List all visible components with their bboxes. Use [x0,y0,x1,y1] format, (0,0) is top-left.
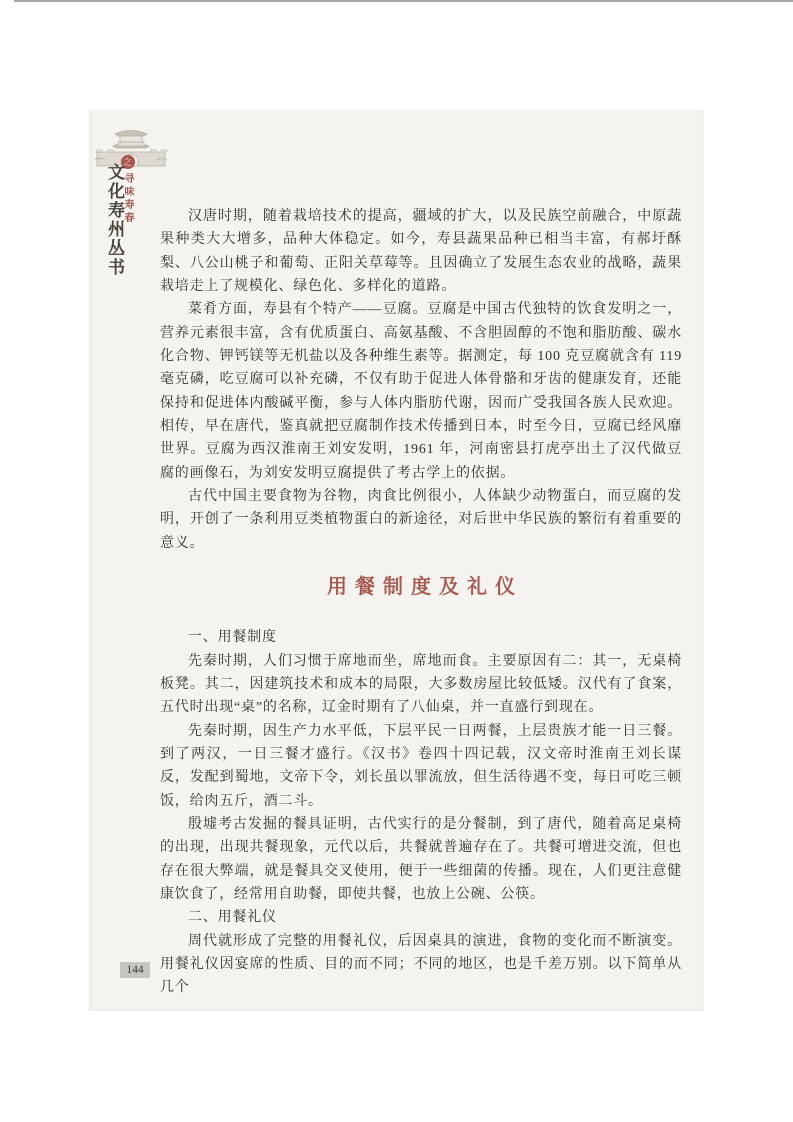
paragraph: 先秦时期，人们习惯于席地而坐，席地而食。主要原因有二：其一，无桌椅板凳。其二，因建筑技术和成本的局限，大多数房屋比较低矮。汉代有了食案，五代时出现“桌”的名称，辽金时期有了八仙桌，并一直盛行到现在。 [160,653,682,716]
book-page [89,110,704,1011]
paragraph: 古代中国主要食物为谷物，肉食比例很小，人体缺少动物蛋白，而豆腐的发明，开创了一条利用豆类植物蛋白的新途径，对后世中华民族的繁衍有着重要的意义。 [160,489,682,551]
chapter-heading: 用餐制度及礼仪 [327,576,523,599]
paragraph: 殷墟考古发掘的餐具证明，古代实行的是分餐制，到了唐代，随着高足桌椅的出现，出现共餐现象，元代以后，共餐就普遍存在了。共餐可增进交流，但也存在很大弊端，就是餐具交叉使用，便于一些细菌的传播。现在，人们更注意健康饮食了，经常用自助餐，即使共餐，也放上公碗、公筷。 [160,816,682,902]
paragraph: 先秦时期，因生产力水平低，下层平民一日两餐，上层贵族才能一日三餐。到了两汉，一日三餐才盛行。《汉书》卷四十四记载，汉文帝时淮南王刘长谋反，发配到蜀地，文帝下令，刘长虽以罪流放，但生活待遇不变，每日可吃三顿饭，给肉五斤，酒二斗。 [160,723,682,809]
series-subtitle: 寻味寿春 [122,173,133,225]
section-subhead: 二、用餐礼仪 [188,910,277,926]
scan-edge-line [14,0,793,2]
paragraph: 汉唐时期，随着栽培技术的提高，疆域的扩大，以及民族空前融合，中原蔬果种类大大增多，品种大体稳定。如今，寿县蔬果品种已相当丰富，有郝圩酥梨、八公山桃子和葡萄、正阳关草莓等。且因确立了发展生态农业的战略，蔬果栽培走上了规模化、绿色化、多样化的道路。 [160,209,682,295]
paragraph: 周代就形成了完整的用餐礼仪，后因桌具的演进，食物的变化而不断演变。用餐礼仪因宴席的性质、目的而不同；不同的地区，也是千差万别。以下简单从几个 [160,933,682,996]
paragraph: 菜肴方面，寿县有个特产——豆腐。豆腐是中国古代独特的饮食发明之一，营养元素很丰富，含有优质蛋白、高氨基酸、不含胆固醇的不饱和脂肪酸、碳水化合物、钾钙镁等无机盐以及各种维生素等。据测定，每 100 克豆腐就含有 119 毫克磷，吃豆腐可以补充磷，不仅有助于促进人体骨骼和牙齿的健康发育，还能保持和促进体内酸碱平衡，参与人体内脂肪代谢，因而广受我国各族人民欢迎。相传，早在唐代，鉴真就把豆腐制作技术传播到日本，时至今日，豆腐已经风靡世界。豆腐为西汉淮南王刘安发明，1961 年，河南密县打虎亭出土了汉代做豆腐的画像石，为刘安发明豆腐提供了考古学上的依据。 [160,302,682,481]
page-number-badge: 144 [120,962,150,978]
series-title: 文化寿州丛书 [105,163,124,277]
publisher-seal-icon: 之 [121,155,135,169]
body-text [160,205,682,1000]
section-subhead: 一、用餐制度 [188,630,277,646]
